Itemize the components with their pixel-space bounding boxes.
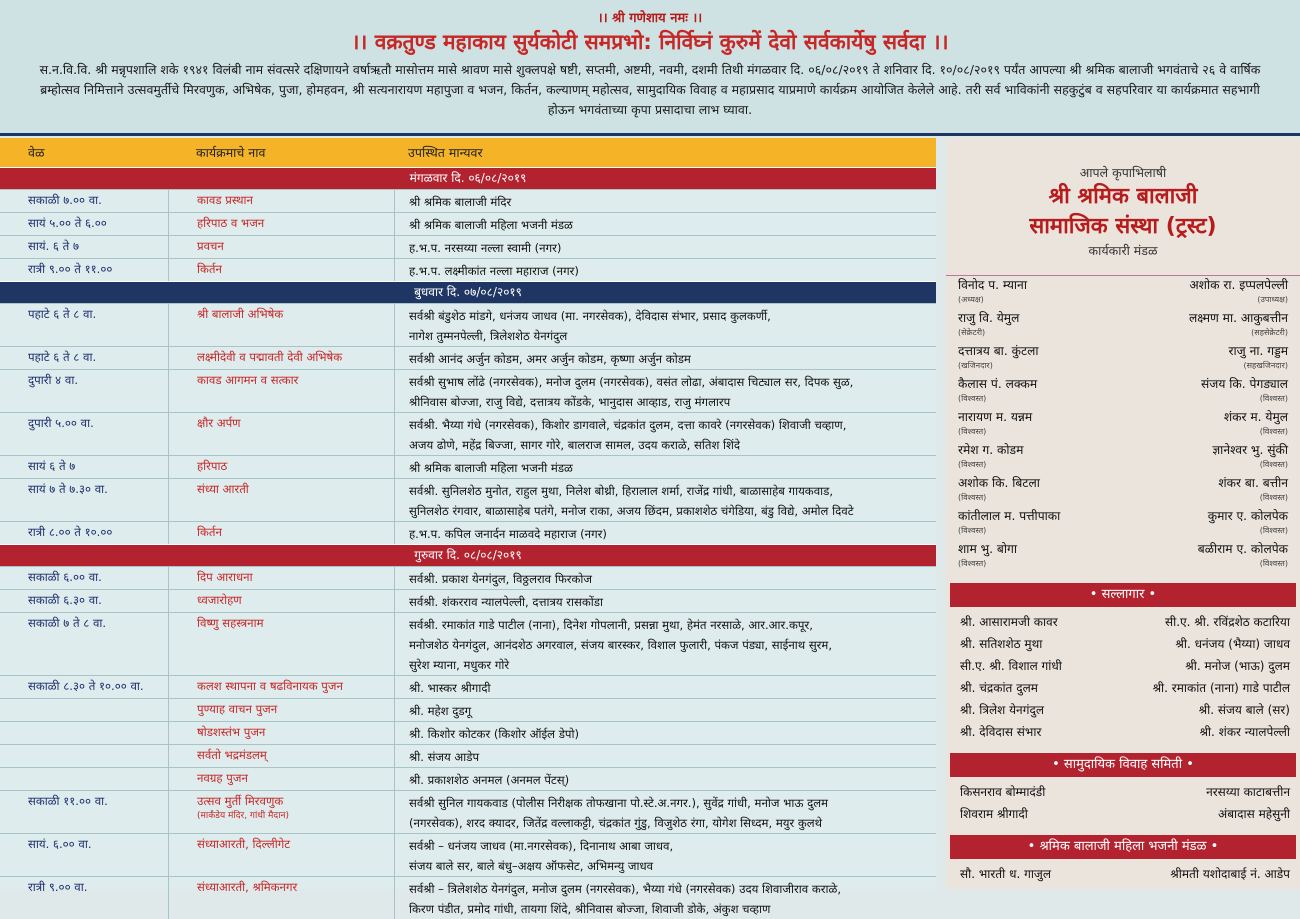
- table-row: [0, 369, 936, 412]
- guest-line: ह.भ.प. कपिल जनार्दन माळवदे महाराज (नगर): [409, 527, 607, 541]
- member-role: (विश्वस्त): [958, 460, 987, 469]
- table-row: [0, 675, 936, 698]
- member-row: [958, 507, 1288, 540]
- guests-cell: [394, 304, 936, 346]
- time-cell: सायं ६ ते ७: [28, 459, 76, 473]
- event-name: कावड प्रस्थान: [197, 193, 253, 207]
- member-right: [1224, 408, 1288, 441]
- person-name: श्री. सतिशशेठ मुथा: [960, 637, 1043, 651]
- guest-line: श्री श्रमिक बालाजी महिला भजनी मंडळ: [409, 218, 573, 232]
- guest-line: श्री. महेश दुडगू: [409, 704, 472, 718]
- event-cell: [168, 791, 394, 833]
- time-cell: सकाळी ६.३० वा.: [28, 593, 102, 607]
- guests-cell: [394, 259, 936, 281]
- event-cell: [168, 479, 394, 521]
- member-name: संजय कि. पेगड्याल: [1201, 377, 1288, 391]
- guest-line: श्री. संजय आडेप: [409, 750, 480, 764]
- table-row: [0, 698, 936, 721]
- member-role: (विश्वस्त): [958, 493, 987, 502]
- guests-cell: [394, 590, 936, 612]
- guest-line: सर्वश्री. सुनिलशेठ मुनोत, राहुल मुथा, निलेश बोथ्री, हिरालाल शर्मा, राजेंद्र गांधी, बाळासाहेब गायकवाड,: [409, 484, 834, 498]
- event-cell: [168, 413, 394, 455]
- event-name: विष्णु सहस्त्रनाम: [197, 616, 264, 630]
- event-name: किर्तन: [197, 262, 222, 276]
- committee-members: [946, 275, 1300, 573]
- guest-line: सर्वश्री. रमाकांत गाडे पाटील (नाना), दिनेश गोपलानी, प्रसन्ना मुथा, हेमंत नरसाळे, आर.आर.कपूर,: [409, 618, 813, 632]
- guest-line: सर्वश्री. शंकरराव न्यालपेल्ली, दत्तात्रय रासकोंडा: [409, 595, 604, 609]
- time-cell: सायं. ६.०० वा.: [28, 837, 92, 851]
- time-cell: सायं ५.०० ते ६.००: [28, 216, 107, 230]
- person-name: श्री. रमाकांत (नाना) गाडे पाटील: [1152, 681, 1290, 695]
- member-role: (सेक्रेटरी): [958, 328, 986, 337]
- trust-heading: [946, 164, 1300, 259]
- guest-line: किरण पंडीत, प्रमोद गांधी, तायगा शिंदे, श्रीनिवास बोज्जा, शिवाजी डोके, अंकुश चव्हाण: [409, 902, 771, 916]
- event-cell: [168, 590, 394, 612]
- event-cell: [168, 567, 394, 589]
- day-heading: गुरुवार दि. ०८/०८/२०१९: [0, 544, 936, 566]
- time-cell: [0, 745, 168, 767]
- guest-line: सर्वश्री बंडुशेठ मांडगे, धनंजय जाधव (मा. नगरसेवक), देविदास संभार, प्रसाद कुलकर्णी,: [409, 309, 771, 323]
- guest-line: श्री. प्रकाशशेठ अनमल (अनमल पेंटस्): [409, 773, 570, 787]
- table-row: [0, 258, 936, 281]
- table-row: [0, 189, 936, 212]
- event-cell: [168, 745, 394, 767]
- member-role: (विश्वस्त): [958, 559, 987, 568]
- member-row: [958, 408, 1288, 441]
- event-cell: [168, 236, 394, 258]
- event-cell: [168, 613, 394, 675]
- person-name: श्री. मनोज (भाऊ) दुलम: [1185, 659, 1290, 673]
- time-cell: सायं. ६ ते ७: [28, 239, 79, 253]
- member-name: ज्ञानेश्वर भु. सुंकी: [1212, 443, 1288, 457]
- guests-cell: [394, 745, 936, 767]
- event-name: दिप आराधना: [197, 570, 253, 584]
- time-cell: सकाळी ११.०० वा.: [28, 794, 108, 808]
- name-pair: [946, 633, 1300, 655]
- event-cell: [168, 456, 394, 478]
- guests-cell: [394, 768, 936, 790]
- schedule-table: [0, 138, 936, 916]
- table-row: [0, 790, 936, 833]
- guest-line: अजय ढोणे, महेंद्र बिज्जा, सागर गोरे, बालराज सामल, उदय कराळे, सतिश शिंदे: [409, 438, 741, 452]
- header-guests: उपस्थित मान्यवर: [408, 145, 483, 160]
- guests-cell: [394, 190, 936, 212]
- guest-line: संजय बाले सर, बाले बंधु–अक्षय ऑफसेट, अभिमन्यु जाधव: [409, 859, 654, 873]
- member-name: शंकर बा. बत्तीन: [1218, 476, 1288, 490]
- event-cell: [168, 722, 394, 744]
- event-name: प्रवचन: [197, 239, 224, 253]
- time-cell: पहाटे ६ ते ८ वा.: [28, 350, 97, 364]
- guests-cell: [394, 236, 936, 258]
- name-pair: [946, 781, 1300, 803]
- member-role: (विश्वस्त): [1259, 460, 1288, 469]
- event-cell: [168, 522, 394, 544]
- person-name: शिवराम श्रीगादी: [960, 807, 1028, 821]
- event-name: कलश स्थापना व षढविनायक पुजन: [197, 679, 343, 693]
- member-role: (उपाध्यक्ष): [1257, 295, 1288, 304]
- guests-cell: [394, 676, 936, 698]
- table-row: [0, 612, 936, 675]
- guest-line: ह.भ.प. नरसय्या नल्ला स्वामी (नगर): [409, 241, 562, 255]
- event-name: किर्तन: [197, 525, 222, 539]
- guest-line: सर्वश्री. भैय्या गंधे (नगरसेवक), किशोर डागवाले, चंद्रकांत दुलम, दत्ता कावरे (नगरसेवक) शिवाजी चव्हाण,: [409, 418, 847, 432]
- guest-line: सर्वश्री आनंद अर्जुन कोडम, अमर अर्जुन कोडम, कृष्णा अर्जुन कोडम: [409, 352, 691, 366]
- event-cell: [168, 304, 394, 346]
- time-cell: सकाळी ७ ते ८ वा.: [28, 616, 107, 630]
- guests-cell: [394, 522, 936, 544]
- person-name: श्री. देविदास संभार: [960, 725, 1042, 739]
- person-name: सौ. भारती ध. गाजुल: [960, 867, 1051, 881]
- guest-line: मनोजशेठ येनगंदुल, आनंदशेठ अगरवाल, संजय बारस्कर, विशाल फुलारी, पंकज पंड्या, साईनाथ सुरम,: [409, 638, 833, 652]
- table-row: [0, 589, 936, 612]
- person-name: अंबादास महेसुनी: [1218, 807, 1290, 821]
- guest-line: सुनिलशेठ रंगवार, बाळासाहेब पतंगे, मनोज राका, अजय छिंदम, प्रकाशशेठ चंगेडिया, बंडु विद्ये, अमोल दिवटे: [409, 504, 854, 518]
- member-right: [1189, 309, 1288, 342]
- bhajan-mandal-title: • श्रमिक बालाजी महिला भजनी मंडळ •: [950, 835, 1296, 859]
- member-role: (विश्वस्त): [1259, 559, 1288, 568]
- time-cell: सकाळी ८.३० ते १०.०० वा.: [28, 679, 144, 693]
- member-name: शंकर म. येमुल: [1223, 410, 1288, 424]
- name-pair: [946, 699, 1300, 721]
- member-row: [958, 474, 1288, 507]
- person-name: श्री. धनंजय (भैय्या) जाधव: [1175, 637, 1290, 651]
- guests-cell: [394, 347, 936, 369]
- event-location: (मार्कंडेय मंदिर, गांधी मैदान): [197, 811, 290, 821]
- member-name: राजु ना. गड्डम: [1228, 344, 1288, 358]
- member-row: [958, 441, 1288, 474]
- member-right: [1201, 375, 1288, 408]
- guest-line: सर्वश्री – धनंजय जाधव (मा.नगरसेवक), दिनानाथ आबा जाधव,: [409, 839, 674, 853]
- person-name: सी.ए. श्री. विशाल गांधी: [960, 659, 1062, 673]
- member-right: [1189, 276, 1288, 309]
- member-name: अशोक रा. इप्पलपेल्ली: [1189, 278, 1288, 292]
- event-name: हरिपाठ: [197, 459, 228, 473]
- member-role: (विश्वस्त): [1259, 526, 1288, 535]
- member-name: कांतीलाल म. पत्तीपाका: [958, 509, 1061, 523]
- event-name: श्री बालाजी अभिषेक: [197, 307, 284, 321]
- member-right: [1212, 441, 1288, 474]
- event-cell: [168, 676, 394, 698]
- guests-cell: [394, 413, 936, 455]
- table-row: [0, 833, 936, 876]
- member-row: [958, 342, 1288, 375]
- event-cell: [168, 768, 394, 790]
- member-right: [1229, 342, 1288, 375]
- marriage-committee-title: • सामुदायिक विवाह समिती •: [950, 753, 1296, 777]
- person-name: नरसय्या काटाबत्तीन: [1206, 785, 1290, 799]
- aple-label: आपले कृपाभिलाषी: [1079, 165, 1167, 180]
- event-name: उत्सव मुर्ती मिरवणुक: [197, 794, 284, 808]
- event-cell: [168, 370, 394, 412]
- time-cell: रात्री ९.०० ते ११.००: [28, 262, 113, 276]
- time-cell: सकाळी ७.०० वा.: [28, 193, 102, 207]
- member-name: दत्तात्रय बा. कुंटला: [958, 344, 1039, 358]
- time-cell: [0, 768, 168, 790]
- table-row: [0, 455, 936, 478]
- time-cell: रात्री ९.०० वा.: [28, 880, 88, 894]
- event-name: लक्ष्मीदेवी व पद्मावती देवी अभिषेक: [197, 350, 343, 364]
- event-name: पुण्याह वाचन पुजन: [197, 702, 278, 716]
- trust-sidebar: [946, 138, 1300, 889]
- event-name: सर्वतो भद्रमंडलम्: [197, 748, 267, 762]
- member-role: (विश्वस्त): [958, 394, 987, 403]
- guest-line: सर्वश्री – त्रिलेशशेठ येनगंदुल, मनोज दुलम (नगरसेवक), भैय्या गंधे (नगरसेवक) उदय शिवाजीराव कराळे,: [409, 882, 842, 896]
- member-right: [1198, 540, 1288, 573]
- guest-line: श्री श्रमिक बालाजी महिला भजनी मंडळ: [409, 461, 573, 475]
- table-row: [0, 412, 936, 455]
- guests-cell: [394, 877, 936, 919]
- event-name: संध्याआरती, श्रमिकनगर: [197, 880, 298, 894]
- person-name: सी.ए. श्री. रविंद्रशेठ कटारिया: [1165, 615, 1290, 629]
- guest-line: श्रीनिवास बोज्जा, राजु विद्ये, दत्तात्रय कोंडके, भानुदास आव्हाड, राजु मंगलारप: [409, 395, 731, 409]
- trust-name-line1: श्री श्रमिक बालाजी: [1048, 184, 1198, 209]
- guests-cell: [394, 213, 936, 235]
- guest-line: सर्वश्री सुनिल गायकवाड (पोलीस निरीक्षक तोफखाना पो.स्टे.अ.नगर.), सुवेंद्र गांधी, मनोज भाऊ दुलम: [409, 796, 829, 810]
- time-cell: [0, 722, 168, 744]
- table-row: [0, 521, 936, 544]
- marriage-committee-list: [946, 781, 1300, 825]
- event-cell: [168, 699, 394, 721]
- guest-line: ह.भ.प. लक्ष्मीकांत नल्ला महाराज (नगर): [409, 264, 579, 278]
- person-name: श्री. शंकर न्यालपेल्ली: [1199, 725, 1290, 739]
- member-name: अशोक कि. बिटला: [958, 476, 1040, 490]
- table-row: [0, 303, 936, 346]
- table-header: [0, 138, 936, 167]
- name-pair: [946, 611, 1300, 633]
- day-heading: बुधवार दि. ०७/०८/२०१९: [0, 281, 936, 303]
- member-row: [958, 276, 1288, 309]
- table-row: [0, 744, 936, 767]
- event-name: संध्याआरती, दिल्लीगेट: [197, 837, 291, 851]
- name-pair: [946, 863, 1300, 885]
- time-cell: [0, 699, 168, 721]
- member-left: [958, 276, 1027, 309]
- name-pair: [946, 721, 1300, 743]
- guests-cell: [394, 479, 936, 521]
- member-right: [1208, 507, 1288, 540]
- event-cell: [168, 213, 394, 235]
- time-cell: दुपारी ५.०० वा.: [28, 416, 94, 430]
- advisors-title: • सल्लागार •: [950, 583, 1296, 607]
- member-role: (अध्यक्ष): [958, 295, 984, 304]
- guest-line: सुरेश म्याना, मधुकर गोरे: [409, 658, 510, 672]
- table-row: [0, 235, 936, 258]
- member-name: रमेश ग. कोडम: [958, 443, 1024, 457]
- table-row: [0, 212, 936, 235]
- time-cell: रात्री ८.०० ते १०.००: [28, 525, 113, 539]
- member-role: (खजिनदार): [958, 361, 993, 370]
- person-name: श्री. चंद्रकांत दुलम: [960, 681, 1038, 695]
- guest-line: सर्वश्री. प्रकाश येनगंदुल, विठ्ठलराव फिरकोज: [409, 572, 593, 586]
- member-left: [958, 309, 1019, 342]
- trust-name-line2: सामाजिक संस्था (ट्रस्ट): [1029, 214, 1217, 239]
- person-name: किसनराव बोम्मादंडी: [960, 785, 1046, 799]
- table-body: [0, 167, 936, 919]
- member-role: (सहसेक्रेटरी): [1251, 328, 1288, 337]
- member-left: [958, 342, 1039, 375]
- table-row: [0, 767, 936, 790]
- name-pair: [946, 655, 1300, 677]
- member-name: राजु वि. येमुल: [958, 311, 1020, 325]
- header-time: वेळ: [28, 145, 45, 160]
- table-row: [0, 721, 936, 744]
- member-left: [958, 408, 1032, 441]
- advisors-list: [946, 611, 1300, 743]
- member-role: (विश्वस्त): [1259, 427, 1288, 436]
- person-name: श्री. आसारामजी कावर: [960, 615, 1058, 629]
- member-left: [958, 540, 1017, 573]
- shloka: ।। वक्रतुण्ड महाकाय सुर्यकोटी समप्रभो: निर्विघ्नं कुरुमें देवो सर्वकार्येषु सर्वदा ।।: [351, 30, 949, 54]
- member-left: [958, 507, 1060, 540]
- guests-cell: [394, 613, 936, 675]
- member-name: लक्ष्मण मा. आकुबत्तीन: [1189, 311, 1288, 325]
- guest-line: (नगरसेवक), शरद क्यादर, जितेंद्र वल्लाकट्टी, चंद्रकांत गुंडु, विजुशेठ रंगा, योगेश सिध्दम, मयुर कुलथे: [409, 816, 823, 830]
- event-name: नवग्रह पुजन: [197, 771, 248, 785]
- event-cell: [168, 834, 394, 876]
- guest-line: श्री श्रमिक बालाजी मंदिर: [409, 195, 512, 209]
- person-name: श्री. त्रिलेश येनगंदुल: [960, 703, 1044, 717]
- guests-cell: [394, 722, 936, 744]
- name-pair: [946, 803, 1300, 825]
- guest-line: सर्वश्री सुभाष लोंढे (नगरसेवक), मनोज दुलम (नगरसेवक), वसंत लोढा, अंबादास चिट्याल सर, दिपक सुळ,: [409, 375, 854, 389]
- event-name: कावड आगमन व सत्कार: [197, 373, 299, 387]
- event-name: क्षौर अर्पण: [197, 416, 241, 430]
- member-role: (विश्वस्त): [958, 427, 987, 436]
- event-name: षोडशस्तंभ पुजन: [197, 725, 266, 739]
- header-event: कार्यक्रमाचे नाव: [196, 145, 266, 160]
- event-cell: [168, 347, 394, 369]
- guest-line: श्री. किशोर कोटकर (किशोर ऑईल डेपो): [409, 727, 580, 741]
- member-name: विनोद प. म्याना: [958, 278, 1027, 292]
- member-name: कुमार ए. कोलपेक: [1207, 509, 1288, 523]
- member-row: [958, 309, 1288, 342]
- event-cell: [168, 877, 394, 919]
- member-row: [958, 375, 1288, 408]
- guest-line: श्री. भास्कर श्रीगादी: [409, 681, 491, 695]
- invocation: ।। श्री गणेशाय नमः ।।: [597, 11, 703, 26]
- event-name: ध्वजारोहण: [197, 593, 242, 607]
- table-row: [0, 478, 936, 521]
- name-pair: [946, 677, 1300, 699]
- day-heading: मंगळवार दि. ०६/०८/२०१९: [0, 167, 936, 189]
- member-left: [958, 441, 1023, 474]
- member-name: शाम भु. बोगा: [958, 542, 1018, 556]
- person-name: श्रीमती यशोदाबाई नं. आडेप: [1170, 867, 1290, 881]
- guests-cell: [394, 567, 936, 589]
- time-cell: दुपारी ४ वा.: [28, 373, 79, 387]
- member-role: (सहखजिनदार): [1243, 361, 1288, 370]
- member-role: (विश्वस्त): [1259, 394, 1288, 403]
- committee-label: कार्यकारी मंडळ: [1088, 243, 1158, 258]
- event-cell: [168, 259, 394, 281]
- member-name: बळीराम ए. कोलपेक: [1197, 542, 1288, 556]
- time-cell: पहाटे ६ ते ८ वा.: [28, 307, 97, 321]
- guests-cell: [394, 791, 936, 833]
- member-role: (विश्वस्त): [1259, 493, 1288, 502]
- member-role: (विश्वस्त): [958, 526, 987, 535]
- guest-line: नागेश तुम्मनपेल्ली, त्रिलेशशेठ येनगंदुल: [409, 329, 568, 343]
- member-left: [958, 375, 1037, 408]
- table-row: [0, 876, 936, 919]
- guests-cell: [394, 370, 936, 412]
- member-left: [958, 474, 1040, 507]
- member-name: कैलास पं. लक्कम: [958, 377, 1038, 391]
- person-name: श्री. संजय बाले (सर): [1198, 703, 1290, 717]
- time-cell: सकाळी ६.०० वा.: [28, 570, 102, 584]
- table-row: [0, 566, 936, 589]
- event-cell: [168, 190, 394, 212]
- invitation-header: [0, 0, 1300, 136]
- guests-cell: [394, 699, 936, 721]
- guests-cell: [394, 834, 936, 876]
- guests-cell: [394, 456, 936, 478]
- bhajan-mandal-list: [946, 863, 1300, 885]
- event-name: संध्या आरती: [197, 482, 249, 496]
- intro-text: स.न.वि.वि. श्री मन्नृपशालि शके १९४१ विलंबी नाम संवत्सरे दक्षिणायने वर्षाऋतौ मासोत्तम मासे श्रावण मासे शुक्लपक्षे षष्टी, सप्तमी, अष्टमी, नवमी, दशमी तिथी मंगळवार दि. ०६/०८/२०१९ ते शनिवार दि. १०/०८/२०१९ पर्यंत आपल्या श्री श्रमिक बालाजी भगवंताचे २६ वे वार्षिक ब्रम्होत्सव निमित्ताने उत्सवमुर्तीचे मिरवणुक, अभिषेक, पुजा, होमहवन, श्री सत्यनारायण महापुजा व भजन, किर्तन, कल्याणम् महोत्सव, सामुदायिक विवाह व महाप्रसाद याप्रमाणे कार्यक्रम आयोजित केलेले आहे. तरी सर्व भाविकांनी सहकुटुंब व सहपरिवार या कार्यक्रमात सहभागी होऊन भगवंताच्या कृपा प्रसादाचा लाभ घ्यावा.: [39, 62, 1261, 117]
- member-name: नारायण म. यन्नम: [958, 410, 1033, 424]
- member-row: [958, 540, 1288, 573]
- time-cell: सायं ७ ते ७.३० वा.: [28, 482, 108, 496]
- event-name: हरिपाठ व भजन: [197, 216, 265, 230]
- member-right: [1218, 474, 1288, 507]
- table-row: [0, 346, 936, 369]
